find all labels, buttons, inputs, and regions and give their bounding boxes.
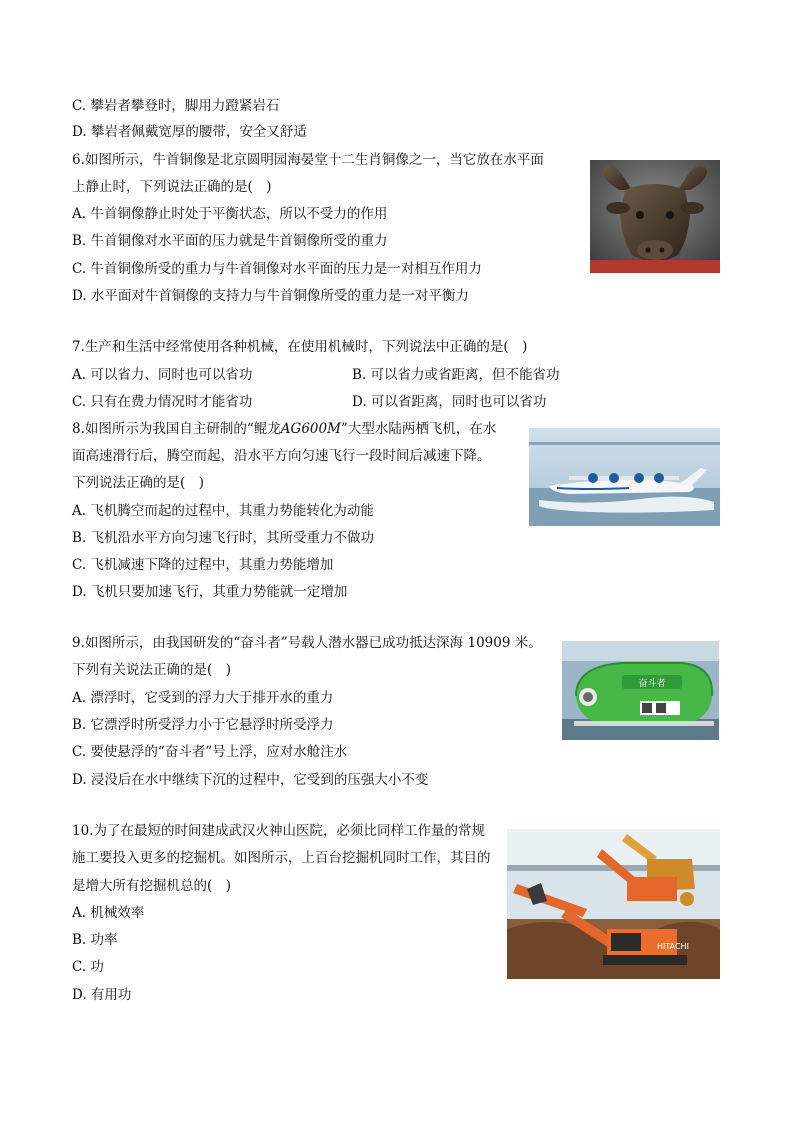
q9-option-b: B. 它漂浮时所受浮力小于它悬浮时所受浮力 <box>72 717 334 733</box>
q8-option-b: B. 飞机沿水平方向匀速飞行时，其所受重力不做功 <box>72 530 375 546</box>
q5-option-d: D. 攀岩者佩戴宽厚的腰带，安全又舒适 <box>72 124 307 140</box>
excavators-image <box>507 829 720 979</box>
excavator-brand-label: HITACHI <box>657 942 689 951</box>
q9-option-c: C. 要使悬浮的“奋斗者”号上浮，应对水舱注水 <box>72 744 348 760</box>
q8-stem-line-1 <box>72 420 496 438</box>
q6-stem-line-2: 上静止时，下列说法正确的是( ) <box>72 179 272 195</box>
q8-option-a: A. 飞机腾空而起的过程中，其重力势能转化为动能 <box>72 503 374 519</box>
q9-stem-line-1: 9.如图所示，由我国研发的“奋斗者”号载人潜水器已成功抵达深海 10909 米。 <box>72 635 542 651</box>
q6-option-a: A. 牛首铜像静止时处于平衡状态，所以不受力的作用 <box>72 206 388 222</box>
q7-option-c: C. 只有在费力情况时才能省功 <box>72 394 253 410</box>
q8-stem-part-1: 8.如图所示为我国自主研制的“鲲龙 <box>72 421 281 437</box>
q8-option-d: D. 飞机只要加速飞行，其重力势能就一定增加 <box>72 584 348 600</box>
q7-option-a: A. 可以省力、同时也可以省功 <box>72 367 253 383</box>
q7-option-b: B. 可以省力或省距离，但不能省功 <box>352 367 560 383</box>
q10-option-b: B. 功率 <box>72 932 118 948</box>
q10-option-d: D. 有用功 <box>72 987 132 1003</box>
ox-head-bronze-image <box>590 160 720 273</box>
seaplane-image <box>529 428 720 526</box>
q7-stem: 7.生产和生活中经常使用各种机械，在使用机械时，下列说法中正确的是( ) <box>72 339 528 355</box>
q6-option-d: D. 水平面对牛首铜像的支持力与牛首铜像所受的重力是一对平衡力 <box>72 288 469 304</box>
q10-stem-line-1: 10.为了在最短的时间建成武汉火神山医院，必须比同样工作量的常规 <box>72 823 485 839</box>
q8-stem-part-3: ”大型水陆两栖飞机，在水 <box>340 421 497 437</box>
q10-stem-line-2: 施工要投入更多的挖掘机。如图所示，上百台挖掘机同时工作，其目的 <box>72 850 491 866</box>
q6-stem-line-1: 6.如图所示，牛首铜像是北京圆明园海晏堂十二生肖铜像之一，当它放在水平面 <box>72 152 544 168</box>
q6-option-c: C. 牛首铜像所受的重力与牛首铜像对水平面的压力是一对相互作用力 <box>72 261 482 277</box>
q7-option-d: D. 可以省距离，同时也可以省功 <box>352 394 547 410</box>
q8-stem-line-2: 面高速滑行后，腾空而起，沿水平方向匀速飞行一段时间后减速下降。 <box>72 448 491 464</box>
q8-stem-line-3: 下列说法正确的是( ) <box>72 475 205 491</box>
q8-option-c: C. 飞机减速下降的过程中，其重力势能增加 <box>72 557 334 573</box>
q10-stem-line-3: 是增大所有挖掘机总的( ) <box>72 878 232 894</box>
q9-option-a: A. 漂浮时，它受到的浮力大于排开水的重力 <box>72 690 334 706</box>
q9-stem-line-2: 下列有关说法正确的是( ) <box>72 662 232 678</box>
q8-model-name: AG600M <box>280 421 341 437</box>
submersible-name-label: 奋斗者 <box>638 679 666 689</box>
q5-option-c: C. 攀岩者攀登时，脚用力蹬紧岩石 <box>72 98 280 114</box>
q6-option-b: B. 牛首铜像对水平面的压力就是牛首铜像所受的重力 <box>72 233 388 249</box>
submersible-image <box>562 641 719 740</box>
q10-option-a: A. 机械效率 <box>72 905 145 921</box>
q9-option-d: D. 浸没后在水中继续下沉的过程中，它受到的压强大小不变 <box>72 772 429 788</box>
q10-option-c: C. 功 <box>72 959 104 975</box>
